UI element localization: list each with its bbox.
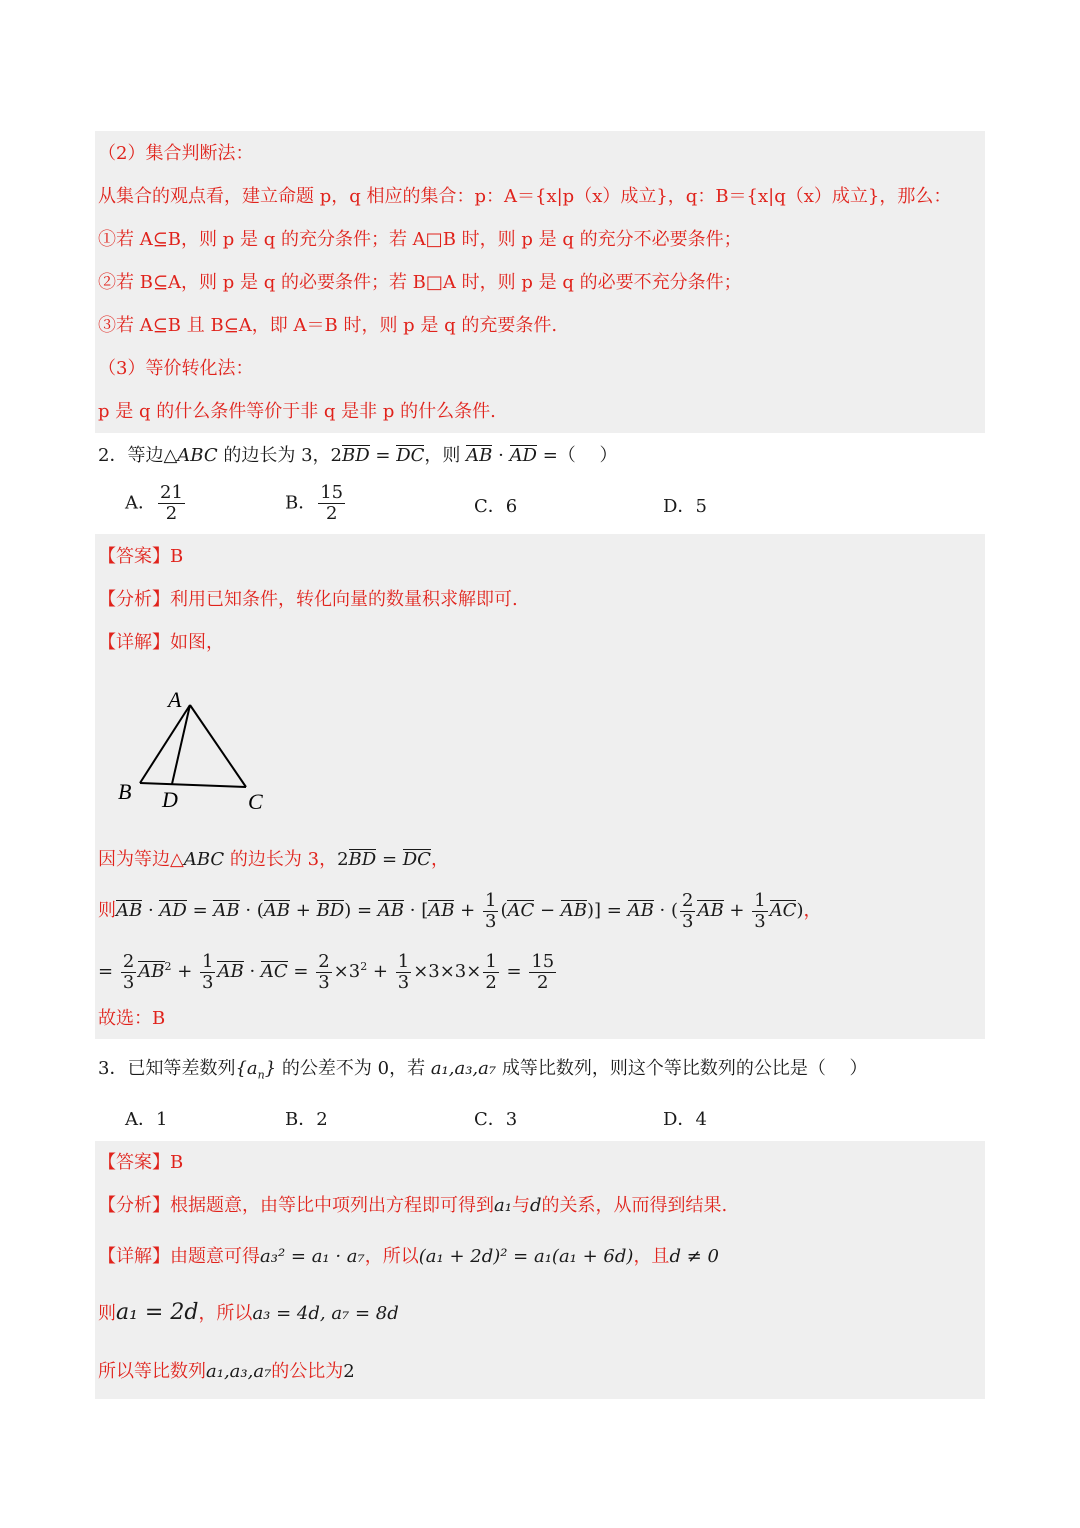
q3-option-b[interactable]: B．2 (285, 1109, 328, 1130)
vertex-b-label: B (118, 779, 132, 804)
vertex-c-label: C (248, 789, 263, 814)
q3-option-a[interactable]: A．1 (125, 1109, 168, 1130)
q3-option-c[interactable]: C．3 (474, 1109, 518, 1130)
q3-detail-line-3: 所以等比数列a₁,a₃,a₇的公比为2 (98, 1361, 355, 1382)
rule-3: ③若 A⊆B 且 B⊆A，即 A＝B 时，则 p 是 q 的充要条件. (98, 315, 558, 336)
q2-detail: 【详解】如图， (98, 632, 224, 653)
q3-answer: 【答案】B (98, 1152, 184, 1173)
heading-equiv-method: （3）等价转化法： (98, 358, 254, 379)
q2-option-a[interactable]: A． $\frac{21}{2}$ (125, 482, 183, 524)
point-d-label: D (162, 787, 178, 812)
rule-1: ①若 A⊆B，则 p 是 q 的充分条件；若 A□B 时，则 p 是 q 的充分不必要条件； (98, 229, 742, 250)
question-2: 2．等边△ABC 的边长为 3，2BD = DC，则 AB · AD =（ ） (98, 445, 618, 466)
question-3: 3．已知等差数列$\{a_n\}$ 的公差不为 0，若 a₁,a₃,a₇ 成等比数列，则这个等比数列的公比是（ ） (98, 1058, 868, 1082)
rule-2: ②若 B⊆A，则 p 是 q 的必要条件；若 B□A 时，则 p 是 q 的必要不充分条件； (98, 272, 742, 293)
q2-choose: 故选：B (98, 1008, 166, 1029)
q3-detail: 【详解】由题意可得a₃² = a₁ · a₇，所以(a₁ + 2d)² = a₁(a₁ + 6d)，且d ≠ 0 (98, 1246, 719, 1267)
q2-option-c[interactable]: C．6 (474, 496, 518, 517)
q2-answer: 【答案】B (98, 546, 184, 567)
q3-analysis: 【分析】根据题意，由等比中项列出方程即可得到a₁与d的关系，从而得到结果. (98, 1195, 728, 1216)
q2-analysis: 【分析】利用已知条件，转化向量的数量积求解即可. (98, 589, 518, 610)
set-intro: 从集合的观点看，建立命题 p，q 相应的集合：p：A＝{x|p（x）成立}，q：B＝{x|q（x）成立}，那么： (98, 186, 952, 207)
heading-set-method: （2）集合判断法： (98, 143, 254, 164)
q2-solution-line-2: 则AB · AD = AB · (AB + BD) = AB · [AB + $\frac{1}{3}$ (AC − AB)] = AB · ( $\frac{2}{3}$ AB + $\frac{1}{3}$ AC)， (98, 889, 822, 932)
q3-option-d[interactable]: D．4 (663, 1109, 707, 1130)
q2-solution-line-3: = $\frac{2}{3}$ $AB^2$ + $\frac{1}{3}$ AB · AC = $\frac{2}{3}$ $\times 3^2$ + $\frac{1}{3}$ ×3×3× $\frac{1}{2}$ = $\frac{15}{2}$ (98, 950, 555, 993)
q2-option-d[interactable]: D．5 (663, 496, 707, 517)
q3-detail-line-2: 则a₁ = 2d，所以a₃ = 4d, a₇ = 8d (98, 1300, 399, 1325)
equiv-statement: p 是 q 的什么条件等价于非 q 是非 p 的什么条件. (98, 401, 496, 422)
q2-option-b[interactable]: B． $\frac{15}{2}$ (285, 482, 344, 524)
q2-solution-line-1: 因为等边△ABC 的边长为 3，2BD = DC， (98, 849, 449, 870)
vertex-a-label: A (168, 687, 182, 712)
triangle-figure (110, 685, 280, 820)
